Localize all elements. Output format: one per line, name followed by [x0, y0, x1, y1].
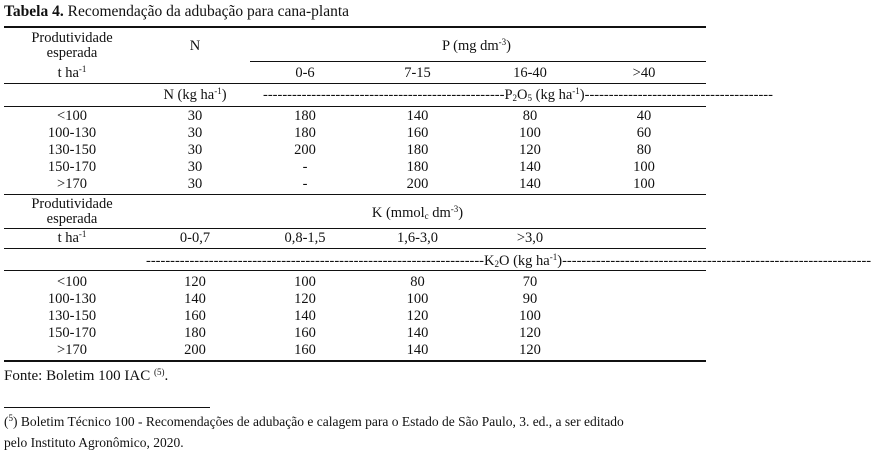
n-cell: 30: [187, 142, 203, 158]
p-class-3: 16-40: [513, 65, 547, 81]
k-cell: 140: [406, 342, 429, 358]
p-cell: 100: [633, 176, 655, 192]
k-cell: 120: [519, 342, 541, 358]
p2o5-sub1: 2: [512, 93, 518, 103]
prod-cell: 150-170: [47, 159, 97, 175]
table-row: [0, 274, 711, 291]
k-cell: 160: [184, 308, 206, 324]
unit-text: t ha: [57, 65, 79, 81]
unit-exp: -1: [78, 64, 87, 74]
unit-text: t ha: [57, 230, 79, 246]
n-unit: [140, 87, 250, 104]
prod-header-2: [4, 197, 140, 227]
k-header-sub: c: [424, 211, 429, 221]
p-header-end: ): [506, 38, 511, 54]
prod-header-line1: Produtividade: [31, 30, 113, 46]
p-class-2: 7-15: [404, 65, 431, 81]
p2o5-unit: [263, 86, 773, 104]
table-row: [0, 325, 711, 342]
section-rule: [4, 194, 706, 195]
p-cell: 80: [522, 108, 538, 124]
k-cell: 120: [294, 291, 316, 307]
prod-cell: <100: [57, 108, 87, 124]
k-cell: 90: [522, 291, 538, 307]
table-caption: Recomendação da adubação para cana-planta: [67, 3, 350, 20]
k-header-exp: -3: [450, 204, 459, 214]
n-unit-exp: -1: [214, 86, 222, 96]
k-header-mid: dm: [428, 205, 451, 221]
prod-cell: >170: [57, 342, 87, 358]
k-cell: 160: [294, 342, 316, 358]
source-end: .: [164, 368, 169, 384]
p2o5-o: O: [517, 87, 528, 103]
footnote-line1: [4, 414, 624, 430]
fn-open: (: [4, 414, 9, 429]
k-cell: 200: [184, 342, 206, 358]
k-class-1: 0-0,7: [179, 230, 211, 246]
prod-cell: <100: [57, 274, 87, 290]
dash-left: ----------------------------------------------------------------------: [146, 253, 485, 269]
p-cell: 100: [519, 125, 541, 141]
table-row: [0, 308, 711, 325]
k2o-sub: 2: [494, 259, 499, 269]
k-cell: 120: [184, 274, 206, 290]
unit-exp: -1: [78, 229, 87, 239]
k-class-4: >3,0: [516, 230, 544, 246]
prod-header-1: [4, 31, 140, 61]
p-cell: 60: [636, 125, 652, 141]
source-text: Fonte: Boletim 100 IAC: [4, 368, 151, 384]
prod-header-line1: Produtividade: [31, 196, 113, 212]
k-header-end: ): [458, 205, 464, 221]
k2o-unit: [146, 252, 871, 270]
prod-cell: 100-130: [47, 125, 97, 141]
p-cell: 160: [406, 125, 429, 141]
k-cell: 70: [522, 274, 538, 290]
n-cell: 30: [187, 159, 203, 175]
p-cell: 180: [406, 142, 429, 158]
table-label: Tabela 4.: [4, 3, 64, 20]
p-cell: 140: [406, 108, 429, 124]
prod-cell: >170: [57, 176, 87, 192]
p-cell: 180: [294, 125, 316, 141]
table-row: [0, 159, 711, 176]
prod-header-line2: esperada: [46, 211, 98, 227]
table-title: [4, 3, 349, 21]
top-rule: [4, 26, 706, 28]
unit-row-2: [0, 230, 711, 247]
table-row: [0, 291, 711, 308]
k2o-exp: -1: [549, 252, 558, 262]
p-header-exp: -3: [498, 37, 507, 47]
k-cell: 100: [406, 291, 429, 307]
p-cell: -: [302, 176, 308, 192]
k2o-end: ): [557, 253, 563, 269]
p-header: [250, 38, 703, 55]
prod-cell: 130-150: [47, 142, 97, 158]
p2o5-p: P: [504, 87, 513, 103]
units-rule-1: [4, 106, 706, 107]
p-class-4: >40: [632, 65, 656, 81]
k2o-unit-text: O (kg ha: [499, 253, 550, 269]
p-subheader-rule: [250, 61, 706, 62]
prod-cell: 150-170: [47, 325, 97, 341]
units-rule-2: [4, 270, 706, 271]
fn-num: 5: [8, 413, 13, 423]
k-subheader-rule: [4, 228, 706, 229]
p-cell: 100: [633, 159, 655, 175]
p-cell: 80: [636, 142, 652, 158]
p-cell: 120: [519, 142, 541, 158]
table-row: [0, 125, 711, 142]
k-class-3: 1,6-3,0: [396, 230, 439, 246]
k-class-2: 0,8-1,5: [284, 230, 326, 246]
p2o5-unit-text: (kg ha: [532, 87, 573, 103]
k-cell: 80: [410, 274, 425, 290]
p2o5-sub2: 5: [527, 93, 532, 103]
source-note: [4, 368, 168, 385]
k-cell: 140: [294, 308, 316, 324]
units-row-2: [0, 252, 871, 270]
k-header-text: K (mmol: [371, 205, 425, 221]
footnote-line2: pelo Instituto Agronômico, 2020.: [4, 435, 184, 450]
p-cell: 40: [636, 108, 652, 124]
n-cell: 30: [187, 176, 203, 192]
table-row: [0, 108, 711, 125]
p-cell: 200: [294, 142, 316, 158]
k-cell: 140: [184, 291, 206, 307]
p-header-text: P (mg dm: [441, 38, 499, 54]
k-cell: 100: [294, 274, 316, 290]
unit-label-2: [4, 230, 140, 247]
n-unit-text: N (kg ha: [163, 87, 215, 103]
header-rule-1: [4, 83, 706, 84]
unit-label-1: [4, 65, 140, 82]
prod-cell: 100-130: [47, 291, 97, 307]
bottom-rule: [4, 360, 706, 362]
p-cell: -: [302, 159, 308, 175]
header-rule-2: [4, 248, 706, 249]
table-row: [0, 342, 711, 359]
prod-cell: 130-150: [47, 308, 97, 324]
p-class-1: 0-6: [295, 65, 315, 81]
table-row: [0, 176, 711, 193]
dash-right: ----------------------------------------------------------------: [562, 253, 871, 269]
n-cell: 30: [187, 125, 203, 141]
dash-right: ---------------------------------------: [584, 87, 773, 103]
p-cell: 140: [519, 176, 541, 192]
p2o5-end: ): [579, 87, 585, 103]
units-row-1: [0, 86, 773, 104]
p-cell: 180: [294, 108, 316, 124]
k-cell: 120: [519, 325, 541, 341]
prod-header-line2: esperada: [46, 45, 98, 61]
n-header: N: [189, 38, 201, 54]
unit-row-1: [0, 65, 711, 82]
table-row: [0, 142, 711, 159]
fn-close: ): [13, 414, 18, 429]
k2o-k: K: [484, 253, 495, 269]
k-cell: 180: [184, 325, 206, 341]
k-cell: 100: [519, 308, 541, 324]
p-cell: 180: [406, 159, 429, 175]
k-cell: 140: [406, 325, 429, 341]
source-ref: (5): [154, 367, 165, 377]
p-cell: 140: [519, 159, 541, 175]
n-unit-end: ): [221, 87, 227, 103]
p-cell: 200: [406, 176, 429, 192]
k-header: [250, 205, 585, 222]
dash-left: --------------------------------------------------: [263, 87, 505, 103]
k-cell: 120: [406, 308, 429, 324]
k-cell: 160: [294, 325, 316, 341]
p2o5-exp: -1: [572, 86, 580, 96]
fn-text-1: Boletim Técnico 100 - Recomendações de adubação e calagem para o Estado de São Paulo, 3. ed., a ser editado: [17, 414, 624, 429]
n-cell: 30: [187, 108, 203, 124]
footnote-rule: [4, 407, 210, 408]
